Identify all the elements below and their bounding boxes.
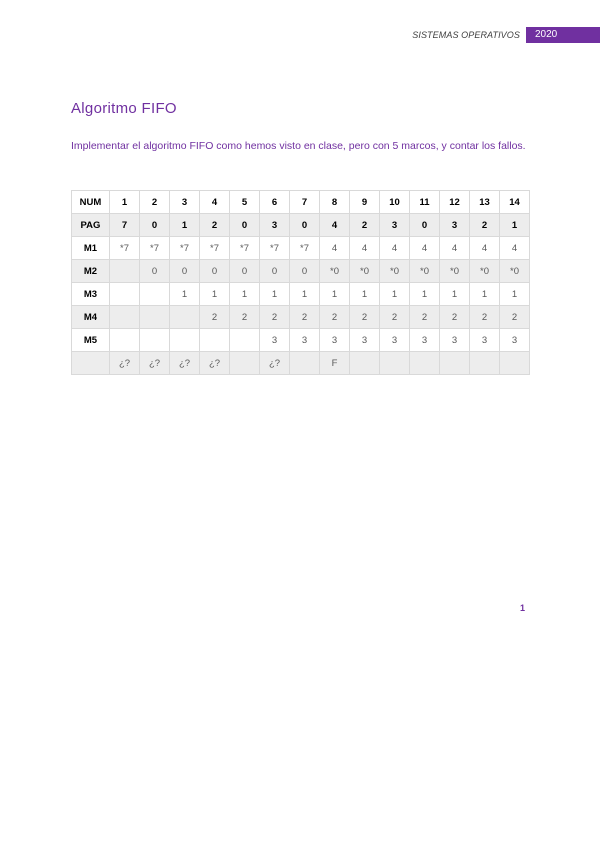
table-cell: 0 (230, 214, 260, 237)
table-row (72, 352, 530, 375)
table-row (72, 260, 530, 283)
table-cell: 1 (320, 283, 350, 306)
table-cell (170, 306, 200, 329)
table-cell: 3 (380, 329, 410, 352)
table-cell: 3 (380, 214, 410, 237)
table-cell: 2 (320, 306, 350, 329)
table-cell: 1 (200, 283, 230, 306)
table-cell: 2 (350, 306, 380, 329)
table-cell: 0 (290, 260, 320, 283)
table-cell: 1 (110, 191, 140, 214)
section-title: Algoritmo FIFO (71, 100, 177, 117)
table-cell: ¿? (200, 352, 230, 375)
table-cell: 1 (170, 283, 200, 306)
table-cell (500, 352, 530, 375)
table-cell: 4 (500, 237, 530, 260)
fifo-table (71, 190, 530, 375)
table-cell: 4 (200, 191, 230, 214)
table-cell: 0 (260, 260, 290, 283)
table-cell: 0 (290, 214, 320, 237)
row-label: M5 (72, 329, 110, 352)
table-cell (230, 329, 260, 352)
table-cell: 4 (350, 237, 380, 260)
table-cell (230, 352, 260, 375)
table-cell: 0 (200, 260, 230, 283)
table-cell: 3 (410, 329, 440, 352)
header-year-badge: 2020 (526, 27, 600, 43)
table-cell: *7 (200, 237, 230, 260)
table-cell: 3 (320, 329, 350, 352)
table-cell: 13 (470, 191, 500, 214)
table-cell: 1 (170, 214, 200, 237)
row-label: M1 (72, 237, 110, 260)
table-cell: *7 (230, 237, 260, 260)
table-cell: 2 (290, 306, 320, 329)
table-cell: *7 (110, 237, 140, 260)
table-cell: 3 (260, 214, 290, 237)
table-cell: 3 (440, 214, 470, 237)
table-cell: 1 (350, 283, 380, 306)
table-cell (110, 260, 140, 283)
table-cell: 2 (230, 306, 260, 329)
table-cell: 9 (350, 191, 380, 214)
table-cell: 2 (410, 306, 440, 329)
table-row (72, 306, 530, 329)
table-cell: 7 (290, 191, 320, 214)
table-cell: 12 (440, 191, 470, 214)
table-cell: 0 (230, 260, 260, 283)
table-cell: 4 (320, 237, 350, 260)
table-cell: 0 (140, 260, 170, 283)
table-cell: 4 (440, 237, 470, 260)
table-cell (290, 352, 320, 375)
table-cell: 7 (110, 214, 140, 237)
table-row (72, 283, 530, 306)
table-cell: 0 (410, 214, 440, 237)
table-cell: 4 (320, 214, 350, 237)
table-cell (170, 329, 200, 352)
table-cell: 4 (380, 237, 410, 260)
table-row (72, 191, 530, 214)
table-cell (410, 352, 440, 375)
table-cell: 5 (230, 191, 260, 214)
row-label: M3 (72, 283, 110, 306)
table-cell: 2 (470, 214, 500, 237)
table-cell: *0 (350, 260, 380, 283)
table-cell: F (320, 352, 350, 375)
table-cell: 2 (380, 306, 410, 329)
page-number: 1 (520, 603, 526, 613)
table-cell: *0 (410, 260, 440, 283)
table-cell: *0 (380, 260, 410, 283)
table-cell: 2 (470, 306, 500, 329)
table-cell: 0 (140, 214, 170, 237)
table-cell: ¿? (140, 352, 170, 375)
page-header (412, 27, 600, 43)
table-cell (110, 329, 140, 352)
table-cell (110, 306, 140, 329)
table-row (72, 237, 530, 260)
table-cell: 1 (260, 283, 290, 306)
table-cell: 1 (500, 283, 530, 306)
row-label: NUM (72, 191, 110, 214)
table-cell: ¿? (260, 352, 290, 375)
table-cell: 2 (200, 214, 230, 237)
table-cell: 11 (410, 191, 440, 214)
table-cell: 14 (500, 191, 530, 214)
table-cell: 1 (230, 283, 260, 306)
table-cell (110, 283, 140, 306)
intro-paragraph: Implementar el algoritmo FIFO como hemos visto en clase, pero con 5 marcos, y contar los fallos. (71, 140, 526, 152)
table-cell: *0 (500, 260, 530, 283)
table-cell: 1 (410, 283, 440, 306)
table-cell: 1 (440, 283, 470, 306)
table-cell: 2 (200, 306, 230, 329)
table-cell: ¿? (170, 352, 200, 375)
table-cell: 1 (290, 283, 320, 306)
table-cell: 3 (260, 329, 290, 352)
table-cell: 1 (500, 214, 530, 237)
table-cell: *7 (290, 237, 320, 260)
table-cell: 3 (470, 329, 500, 352)
table-cell: 1 (470, 283, 500, 306)
table-cell: *7 (140, 237, 170, 260)
header-label: SISTEMAS OPERATIVOS (412, 30, 520, 40)
table-cell (470, 352, 500, 375)
table-cell: 0 (170, 260, 200, 283)
table-cell: *0 (440, 260, 470, 283)
table-cell (140, 306, 170, 329)
table-cell: 3 (440, 329, 470, 352)
table-cell: *7 (260, 237, 290, 260)
table-row (72, 329, 530, 352)
table-cell: ¿? (110, 352, 140, 375)
table-cell: 1 (380, 283, 410, 306)
table-cell: 2 (500, 306, 530, 329)
row-label: PAG (72, 214, 110, 237)
table-row (72, 214, 530, 237)
table-cell (350, 352, 380, 375)
row-label: M4 (72, 306, 110, 329)
table-cell: 4 (410, 237, 440, 260)
table-cell: 3 (350, 329, 380, 352)
table-cell: *0 (320, 260, 350, 283)
table-cell: *0 (470, 260, 500, 283)
table-cell: 8 (320, 191, 350, 214)
table-cell (200, 329, 230, 352)
row-label: M2 (72, 260, 110, 283)
table-cell: 2 (350, 214, 380, 237)
table-cell (140, 283, 170, 306)
table-cell (140, 329, 170, 352)
table-cell: 2 (140, 191, 170, 214)
table-cell: 4 (470, 237, 500, 260)
table-cell: *7 (170, 237, 200, 260)
row-label (72, 352, 110, 375)
table-cell: 3 (170, 191, 200, 214)
table-cell (380, 352, 410, 375)
table-cell: 10 (380, 191, 410, 214)
table-cell (440, 352, 470, 375)
table-cell: 2 (440, 306, 470, 329)
table-cell: 3 (500, 329, 530, 352)
table-cell: 3 (290, 329, 320, 352)
table-cell: 2 (260, 306, 290, 329)
table-cell: 6 (260, 191, 290, 214)
